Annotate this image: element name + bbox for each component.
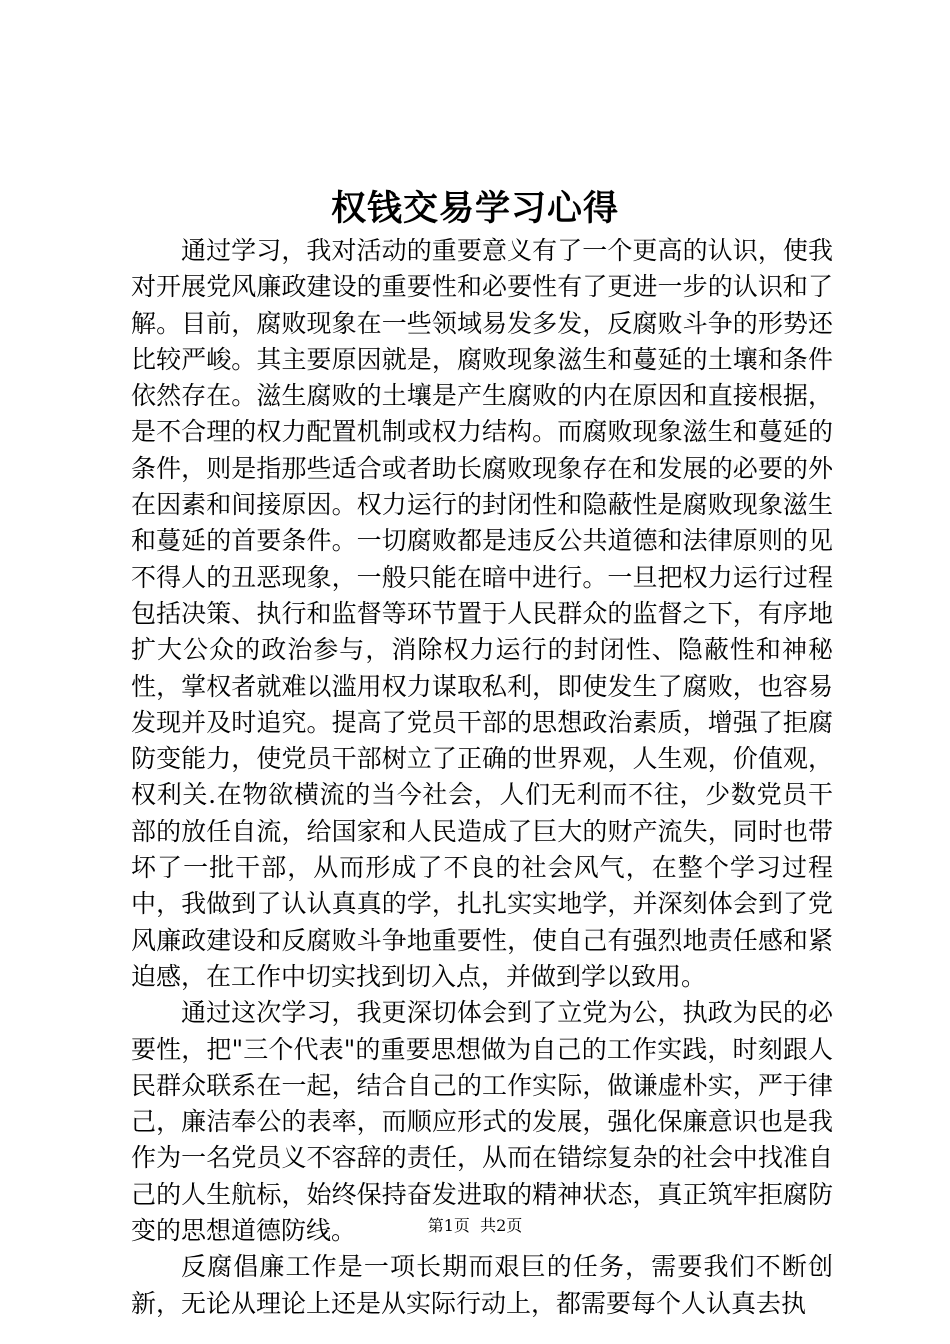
document-title: 权钱交易学习心得 (330, 188, 619, 229)
page-total: 共2页 (480, 1216, 523, 1235)
page-number: 第1页 (427, 1216, 470, 1235)
document-body (131, 233, 833, 1322)
page-footer (0, 1215, 950, 1237)
paragraph: 反腐倡廉工作是一项长期而艰巨的任务，需要我们不断创新，无论从理论上还是从实际行动上，都需要每个人认真去执 (131, 1252, 833, 1318)
paragraph: 通过学习，我对活动的重要意义有了一个更高的认识，使我对开展党风廉政建设的重要性和必要性有了更进一步的认识和了解。目前，腐败现象在一些领域易发多发，反腐败斗争的形势还比较严峻。其主要原因就是，腐败现象滋生和蔓延的土壤和条件依然存在。滋生腐败的土壤是产生腐败的内在原因和直接根据，是不合理的权力配置机制或权力结构。而腐败现象滋生和蔓延的条件，则是指那些适合或者助长腐败现象存在和发展的必要的外在因素和间接原因。权力运行的封闭性和隐蔽性是腐败现象滋生和蔓延的首要条件。一切腐败都是违反公共道德和法律原则的见不得人的丑恶现象，一般只能在暗中进行。一旦把权力运行过程包括决策、执行和监督等环节置于人民群众的监督之下，有序地扩大公众的政治参与，消除权力运行的封闭性、隐蔽性和神秘性，掌权者就难以滥用权力谋取私利，即使发生了腐败，也容易发现并及时追究。提高了党员干部的思想政治素质，增强了拒腐防变能力，使党员干部树立了正确的世界观，人生观，价值观，权利关.在物欲横流的当今社会，人们无利而不往，少数党员干部的放任自流，给国家和人民造成了巨大的财产流失，同时也带坏了一批干部，从而形成了不良的社会风气，在整个学习过程中，我做到了认认真真的学，扎扎实实地学，并深刻体会到了党风廉政建设和反腐败斗争地重要性，使自己有强烈地责任感和紧迫感，在工作中切实找到切入点，并做到学以致用。 (131, 236, 833, 991)
paragraph: 通过这次学习，我更深切体会到了立党为公，执政为民的必要性，把"三个代表"的重要思想做为自己的工作实践，时刻跟人民群众联系在一起，结合自己的工作实际，做谦虚朴实，严于律己，廉洁奉公的表率，而顺应形式的发展，强化保廉意识也是我作为一名党员义不容辞的责任，从而在错综复杂的社会中找准自己的人生航标，始终保持奋发进取的精神状态，真正筑牢拒腐防变的思想道德防线。 (131, 998, 833, 1246)
